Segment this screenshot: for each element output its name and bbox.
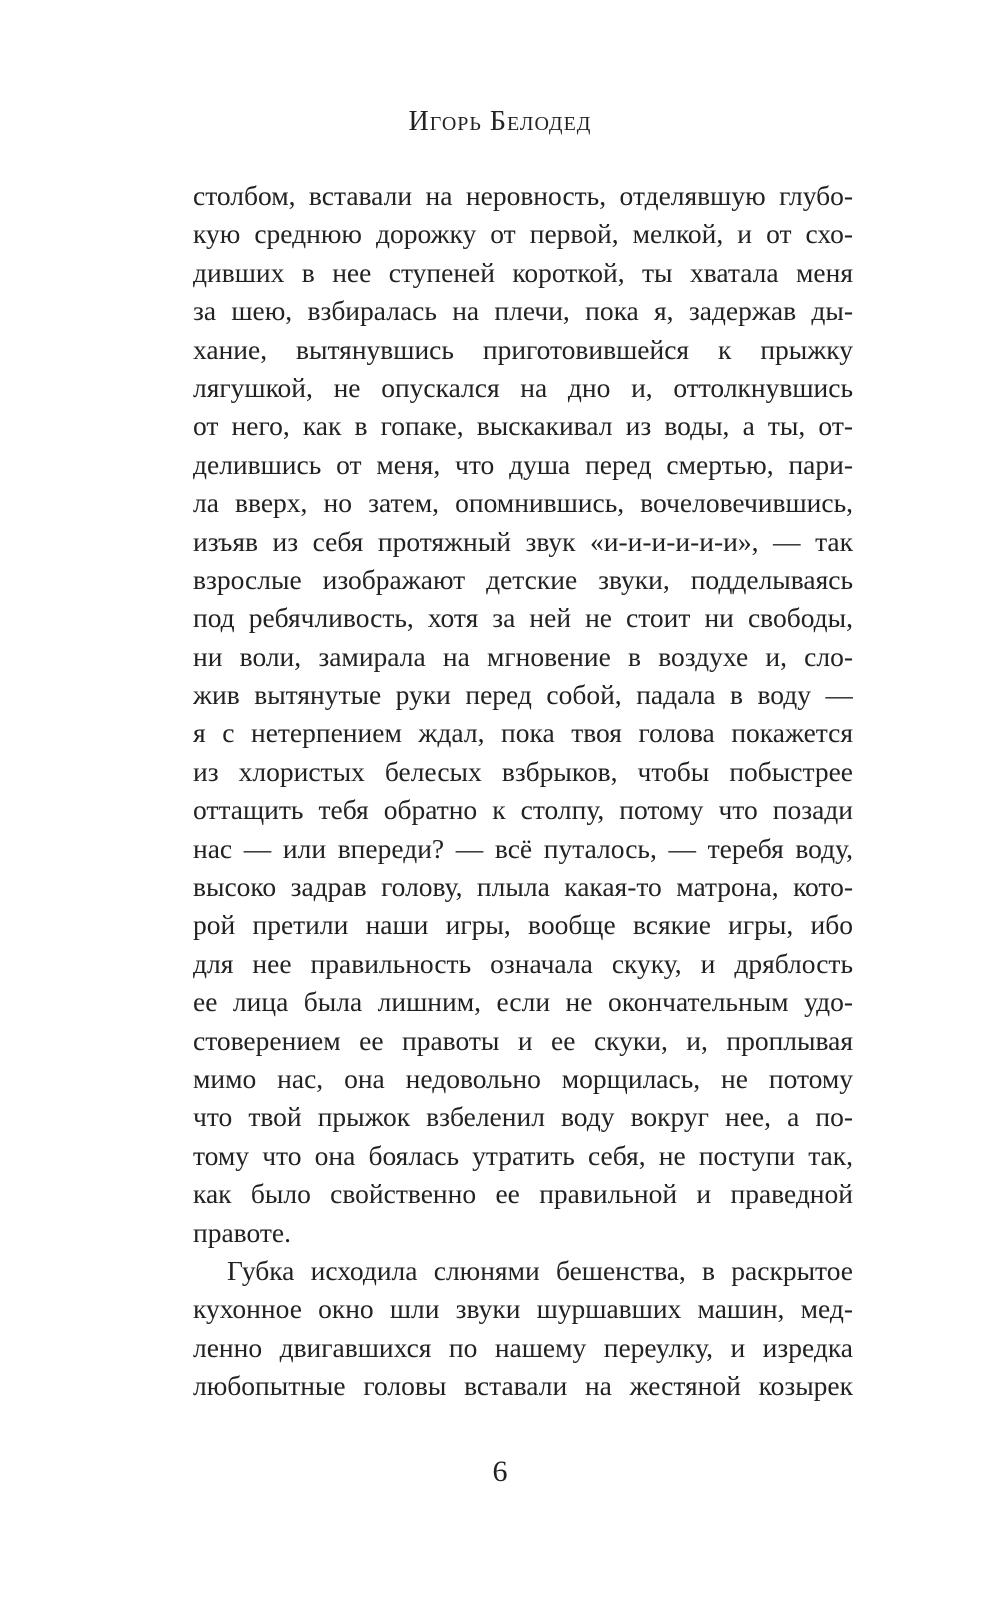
text-line: столбом, вставали на неровность, отделявшую глубо- xyxy=(193,180,853,211)
text-line: Губка исходила слюнями бешенства, в раскрытое xyxy=(227,1254,853,1286)
text-line: для нее правильность означала скуку, и дряблость xyxy=(193,947,853,979)
text-line: хание, вытянувшись приготовившейся к прыжку xyxy=(193,333,853,365)
text-line: кухонное окно шли звуки шуршавших машин, мед- xyxy=(193,1293,853,1325)
text-line: ее лица была лишним, если не окончательным удо- xyxy=(193,986,853,1018)
text-line: тому что она боялась утратить себя, не поступи так, xyxy=(193,1139,853,1171)
text-line: что твой прыжок взбеленил воду вокруг нее, а по- xyxy=(193,1101,853,1133)
page-number: 6 xyxy=(492,1455,508,1488)
text-line: стоверением ее правоты и ее скуки, и, проплывая xyxy=(193,1024,853,1056)
text-line: я с нетерпением ждал, пока твоя голова покажется xyxy=(193,717,853,749)
text-line: под ребячливость, хотя за ней не стоит ни свободы, xyxy=(193,602,853,634)
text-line: за шею, взбиралась на плечи, пока я, задержав ды- xyxy=(193,295,853,327)
text-line: дивших в нее ступеней короткой, ты хватала меня xyxy=(193,256,853,288)
text-line: лягушкой, не опускался на дно и, оттолкнувшись xyxy=(193,371,853,403)
text-line: ни воли, замирала на мгновение в воздухе и, сло- xyxy=(193,640,853,672)
text-line: изъяв из себя протяжный звук «и-и-и-и-и-и», — так xyxy=(193,525,853,557)
text-line: любопытные головы вставали на жестяной козырек xyxy=(193,1370,853,1402)
text-line: делившись от меня, что душа перед смертью, пари- xyxy=(193,448,853,480)
text-line: из хлористых белесых взбрыков, чтобы побыстрее xyxy=(193,755,853,787)
running-head-title: Игорь Белодед xyxy=(408,106,592,137)
text-line: как было свойственно ее правильной и праведной xyxy=(193,1178,853,1210)
text-line: нас — или впереди? — всё путалось, — теребя воду, xyxy=(193,832,853,864)
text-line: рой претили наши игры, вообще всякие игры, ибо xyxy=(193,909,853,941)
body-text xyxy=(193,177,853,1406)
text-line: ленно двигавшихся по нашему переулку, и изредка xyxy=(193,1331,853,1363)
text-line: ла вверх, но затем, опомнившись, вочеловечившись, xyxy=(193,487,853,519)
text-line: оттащить тебя обратно к столпу, потому что позади xyxy=(193,794,853,826)
text-line: от него, как в гопаке, выскакивал из воды, а ты, от- xyxy=(193,410,853,442)
text-line: взрослые изображают детские звуки, подделываясь xyxy=(193,563,853,595)
text-line: высоко задрав голову, плыла какая-то матрона, кото- xyxy=(193,871,853,903)
text-line: правоте. xyxy=(193,1216,291,1248)
text-line: кую среднюю дорожку от первой, мелкой, и от схо- xyxy=(193,218,853,250)
text-line: мимо нас, она недовольно морщилась, не потому xyxy=(193,1062,853,1094)
text-line: жив вытянутые руки перед собой, падала в воду — xyxy=(193,679,853,711)
